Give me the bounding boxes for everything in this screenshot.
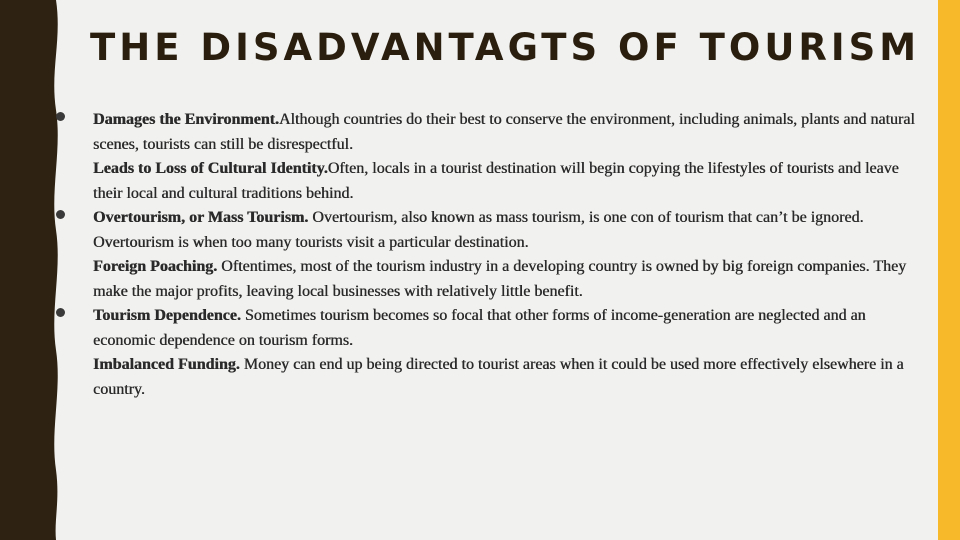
- bullet-item: [56, 206, 926, 255]
- bullet-text: Often, locals in a tourist destination will begin copying the lifestyles of tourists and leave their local and cultural traditions behind.: [93, 160, 899, 202]
- bullet-lead: Imbalanced Funding.: [93, 356, 240, 373]
- bullet-text: Oftentimes, most of the tourism industry in a developing country is owned by big foreign companies. They make the major profits, leaving local businesses with relatively little benefit.: [93, 258, 907, 300]
- bullet-lead: Overtourism, or Mass Tourism.: [93, 209, 309, 226]
- right-accent-band: [938, 0, 960, 540]
- bullet-lead: Tourism Dependence.: [93, 307, 241, 324]
- bullet-dot-icon: [56, 112, 65, 121]
- bullet-item: [56, 157, 926, 206]
- bullet-dot-icon: [56, 357, 65, 366]
- bullet-lead: Foreign Poaching.: [93, 258, 218, 275]
- bullet-item: [56, 108, 926, 157]
- bullet-dot-icon: [56, 259, 65, 268]
- bullet-text: Overtourism, also known as mass tourism, is one con of tourism that can’t be ignored. Overtourism is when too many tourists visit a particular destination.: [93, 209, 864, 251]
- slide-title: THE DISADVANTAGTS OF TOURISM: [90, 26, 921, 69]
- bullet-list: [56, 108, 926, 402]
- bullet-text: Money can end up being directed to tourist areas when it could be used more effectively elsewhere in a country.: [93, 356, 904, 398]
- bullet-text: Sometimes tourism becomes so focal that other forms of income-generation are neglected and an economic dependence on tourism forms.: [93, 307, 866, 349]
- bullet-lead: Damages the Environment.: [93, 111, 279, 128]
- bullet-text: Although countries do their best to conserve the environment, including animals, plants and natural scenes, tourists can still be disrespectful.: [93, 111, 915, 153]
- bullet-dot-icon: [56, 161, 65, 170]
- bullet-item: [56, 304, 926, 353]
- bullet-dot-icon: [56, 308, 65, 317]
- bullet-dot-icon: [56, 210, 65, 219]
- bullet-item: [56, 353, 926, 402]
- bullet-item: [56, 255, 926, 304]
- bullet-lead: Leads to Loss of Cultural Identity.: [93, 160, 328, 177]
